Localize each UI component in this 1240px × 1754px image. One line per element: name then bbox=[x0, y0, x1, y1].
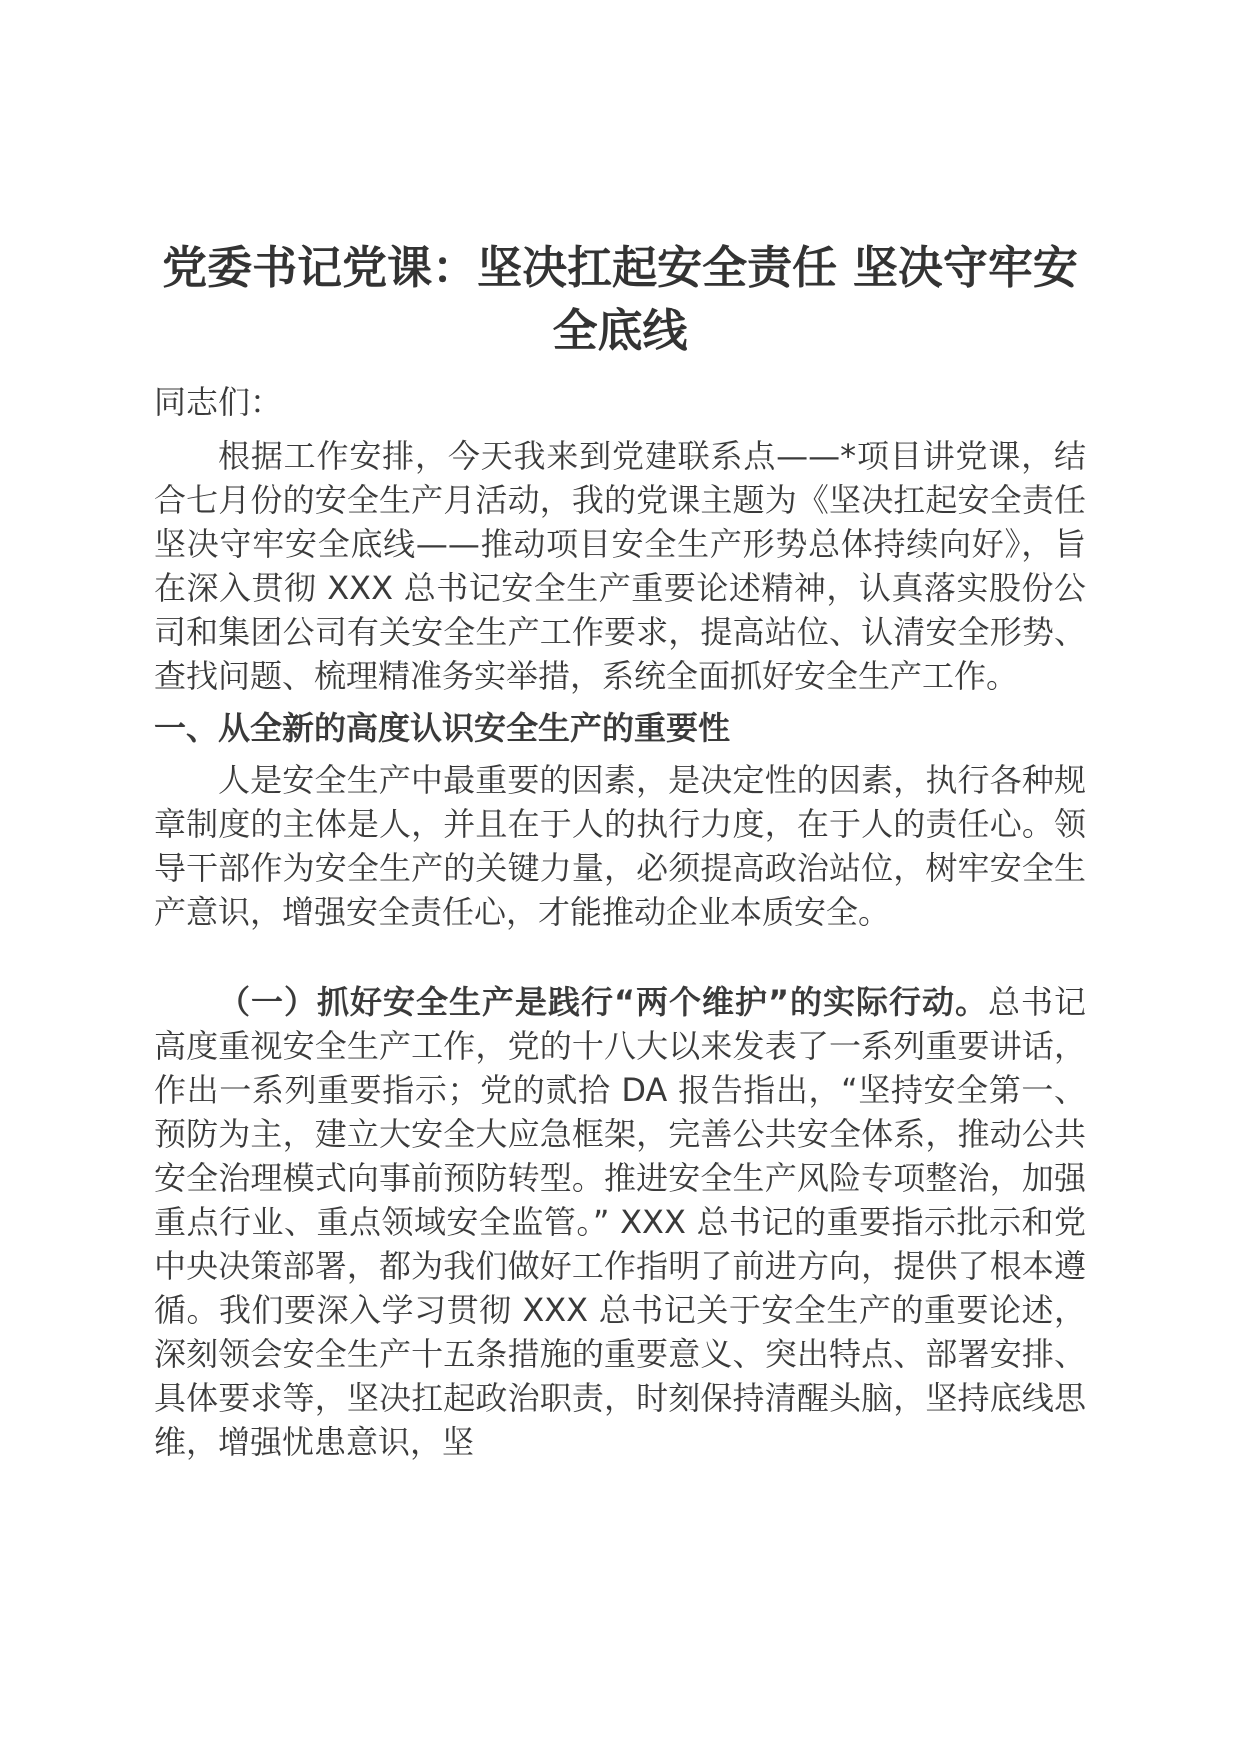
document-title: 党委书记党课：坚决扛起安全责任 坚决守牢安全底线 bbox=[162, 241, 1078, 357]
salutation: 同志们： bbox=[154, 383, 283, 421]
section-1-paragraph: 人是安全生产中最重要的因素，是决定性的因素，执行各种规章制度的主体是人，并且在于人的执行力度，在于人的责任心。领导干部作为安全生产的关键力量，必须提高政治站位，树牢安全生产意识，增强安全责任心，才能推动企业本质安全。 bbox=[154, 761, 1086, 931]
subsection-1-paragraph bbox=[154, 980, 1086, 1464]
subsection-1-lead: （一）抓好安全生产是践行“两个维护”的实际行动。 bbox=[218, 983, 988, 1021]
document-page bbox=[154, 236, 1086, 1464]
subsection-1-body: 总书记高度重视安全生产工作，党的十八大以来发表了一系列重要讲话，作出一系列重要指示；党的贰拾 DA 报告指出，“坚持安全第一、预防为主，建立大安全大应急框架，完善公共安全体系，推动公共安全治理模式向事前预防转型。推进安全生产风险专项整治，加强重点行业、重点领域安全监管。” XXX 总书记的重要指示批示和党中央决策部署，都为我们做好工作指明了前进方向，提供了根本遵循。我们要深入学习贯彻 XXX 总书记关于安全生产的重要论述，深刻领会安全生产十五条措施的重要意义、突出特点、部署安排、具体要求等，坚决扛起政治职责，时刻保持清醒头脑，坚持底线思维，增强忧患意识，坚 bbox=[154, 983, 1086, 1461]
intro-paragraph: 根据工作安排，今天我来到党建联系点——*项目讲党课，结合七月份的安全生产月活动，我的党课主题为《坚决扛起安全责任 坚决守牢安全底线——推动项目安全生产形势总体持续向好》，旨在深入贯彻 XXX 总书记安全生产重要论述精神，认真落实股份公司和集团公司有关安全生产工作要求，提高站位、认清安全形势、查找问题、梳理精准务实举措，系统全面抓好安全生产工作。 bbox=[154, 437, 1086, 695]
section-heading-1: 一、从全新的高度认识安全生产的重要性 bbox=[154, 709, 731, 747]
